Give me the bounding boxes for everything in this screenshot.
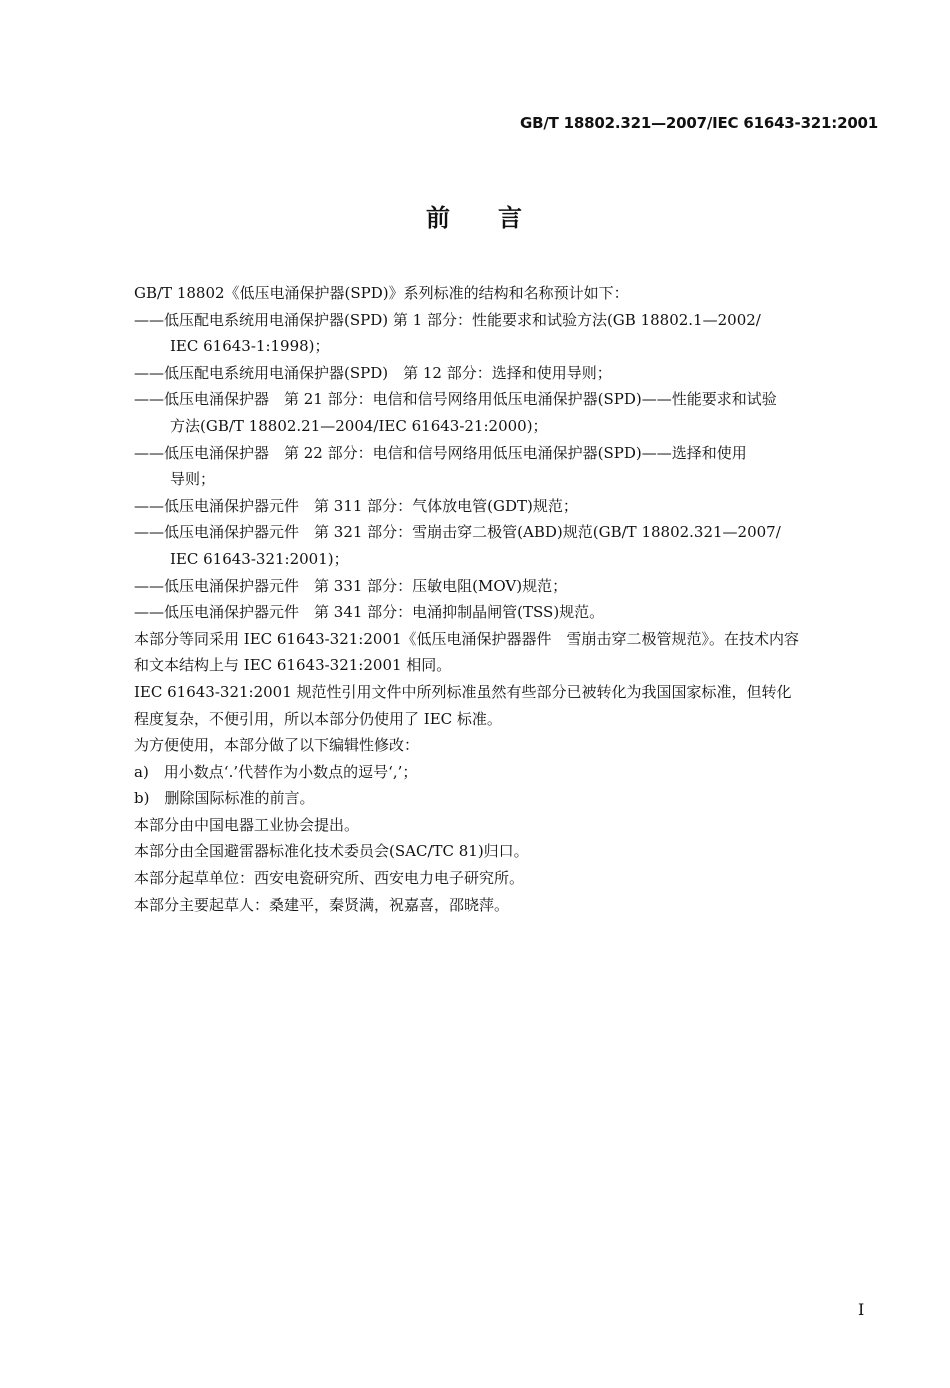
paragraph-references: IEC 61643-321:2001 规范性引用文件中所列标准虽然有些部分已被转化为我国国家标准，但转化: [134, 682, 792, 701]
paragraph-edits: 为方便使用，本部分做了以下编辑性修改：: [134, 736, 420, 755]
paragraph-adoption-cont: 和文本结构上与 IEC 61643-321:2001 相同。: [134, 656, 452, 675]
list-item-part1: ——低压配电系统用电涌保护器(SPD) 第 1 部分：性能要求和试验方法(GB 18802.1—2002/: [134, 310, 761, 329]
paragraph-drafters: 本部分主要起草人：桑建平，秦贤满，祝嘉喜，邵晓萍。: [134, 895, 510, 914]
list-item-part21: ——低压电涌保护器 第 21 部分：电信和信号网络用低压电涌保护器(SPD)——性能要求和试验: [134, 390, 777, 409]
standard-number-header: GB/T 18802.321—2007/IEC 61643-321:2001: [520, 114, 879, 132]
list-item-part341: ——低压电涌保护器元件 第 341 部分：电涌抑制晶闸管(TSS)规范。: [134, 603, 605, 622]
list-item-part311: ——低压电涌保护器元件 第 311 部分：气体放电管(GDT)规范；: [134, 496, 578, 515]
page-number: I: [858, 1300, 865, 1319]
list-item-part321: ——低压电涌保护器元件 第 321 部分：雪崩击穿二极管(ABD)规范(GB/T 18802.321—2007/: [134, 523, 781, 542]
page-title: [0, 198, 950, 233]
list-item-part12: ——低压配电系统用电涌保护器(SPD) 第 12 部分：选择和使用导则；: [134, 363, 612, 382]
paragraph-references-cont: 程度复杂，不便引用，所以本部分仍使用了 IEC 标准。: [134, 709, 502, 728]
title-char-2: 言: [498, 204, 524, 232]
paragraph-adoption: 本部分等同采用 IEC 61643-321:2001《低压电涌保护器器件 雪崩击穿二极管规范》。在技术内容: [134, 629, 800, 648]
list-item-part22: ——低压电涌保护器 第 22 部分：电信和信号网络用低压电涌保护器(SPD)——选择和使用: [134, 443, 747, 462]
paragraph-proposer: 本部分由中国电器工业协会提出。: [134, 815, 360, 834]
edit-item-b: b) 删除国际标准的前言。: [134, 789, 315, 808]
list-item-part22-cont: 导则；: [170, 470, 216, 489]
paragraph-committee: 本部分由全国避雷器标准化技术委员会(SAC/TC 81)归口。: [134, 842, 529, 861]
list-item-part321-cont: IEC 61643-321:2001)；: [170, 549, 349, 568]
paragraph-drafting-units: 本部分起草单位：西安电瓷研究所、西安电力电子研究所。: [134, 869, 525, 888]
foreword-body: [134, 280, 884, 918]
list-item-part1-cont: IEC 61643-1:1998)；: [170, 337, 330, 356]
edit-item-a: a) 用小数点‘.’代替作为小数点的逗号‘,’；: [134, 762, 418, 781]
list-item-part21-cont: 方法(GB/T 18802.21—2004/IEC 61643-21:2000)；: [170, 416, 548, 435]
title-char-1: 前: [426, 204, 452, 232]
intro-line: GB/T 18802《低压电涌保护器(SPD)》系列标准的结构和名称预计如下：: [134, 284, 629, 302]
list-item-part331: ——低压电涌保护器元件 第 331 部分：压敏电阻(MOV)规范；: [134, 576, 568, 595]
